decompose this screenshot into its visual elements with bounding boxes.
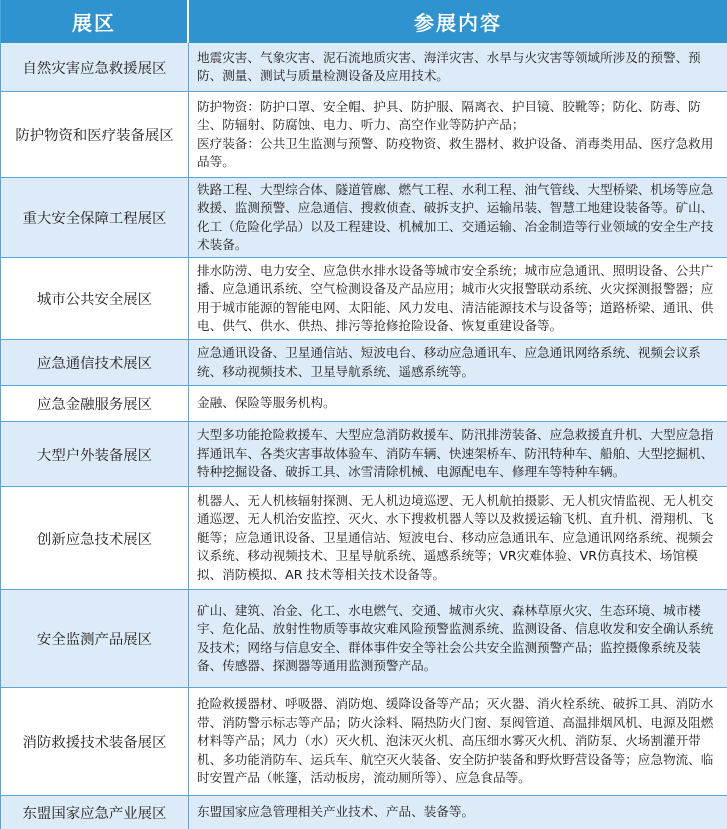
zone-name: 防护物资和医疗装备展区 (1, 92, 189, 177)
zone-name: 消防救援技术装备展区 (1, 688, 189, 795)
table-row (1, 487, 727, 590)
table-row (1, 258, 727, 340)
table-row (1, 796, 727, 829)
table-row (1, 178, 727, 258)
zone-name: 应急金融服务展区 (1, 386, 189, 421)
zone-content: 大型多功能抢险救援车、大型应急消防救援车、防汛排涝装备、应急救援直升机、大型应急指挥通讯车、各类灾害事故体验车、消防车辆、快速架桥车、防汛特种车、船舶、大型挖掘机、特种挖掘设备、破拆工具、冰雪清除机械、电源配电车、修理车等特种车辆。 (197, 427, 714, 480)
table-row (1, 386, 727, 422)
zone-content: 金融、保险等服务机构。 (197, 395, 336, 411)
zone-name: 应急通信技术展区 (1, 340, 189, 385)
header-zone: 展区 (1, 0, 189, 43)
table-row (1, 590, 727, 688)
zone-content: 矿山、建筑、冶金、化工、水电燃气、交通、城市火灾、森林草原火灾、生态环境、城市楼宇、危化品、放射性物质等事故灾难风险预警监测系统、监测设备、信息收发和安全确认系统及技术；网络与信息安全、群体事件安全等社会公共安全监测预警产品；监控摄像系统及装备、传感器、探测器等通用监测预警产品。 (197, 602, 714, 673)
zone-content: 排水防涝、电力安全、应急供水排水设备等城市安全系统；城市应急通讯、照明设备、公共广播、应急通讯系统、空气检测设备及产品应用；城市火灾报警联动系统、火灾探测报警器；应用于城市能源的智能电网、太阳能、风力发电、清洁能源技术与设备等；道路桥梁、通讯、供电、供气、供水、供热、排污等抢修抢险设备、恢复重建设备等。 (197, 262, 714, 333)
zone-name: 重大安全保障工程展区 (1, 178, 189, 257)
zone-content: 抢险救援器材、呼吸器、消防炮、缓降设备等产品；灭火器、消火栓系统、破拆工具、消防水带、消防警示标志等产品；防火涂料、隔热防火门窗、泵阀管道、高温排烟风机、电源及阻燃材料等产品；风力（水）灭火机、泡沫灭火机、高压细水雾灭火机、消防泵、火场割灌开带机、多功能消防车、运兵车、航空灭火装备、安全防护装备和野炊野营设备等；应急物流、临时安置产品（帐篷，活动板房，流动厕所等）、应急食品等。 (197, 696, 714, 786)
table-header (1, 0, 727, 43)
table-row (1, 422, 727, 487)
zone-content: 铁路工程、大型综合体、隧道管廊、燃气工程、水利工程、油气管线、大型桥梁、机场等应急救援、监测预警、应急通信、搜救侦查、破拆支护、运输吊装、智慧工地建设装备等。矿山、化工（危险化学品）以及工程建设、机械加工、交通运输、冶金制造等行业领域的安全生产技术装备。 (197, 181, 714, 252)
zone-name: 城市公共安全展区 (1, 258, 189, 339)
zone-name: 创新应急技术展区 (1, 487, 189, 589)
table-row (1, 688, 727, 796)
zone-name: 东盟国家应急产业展区 (1, 796, 189, 829)
zone-content: 应急通讯设备、卫星通信站、短波电台、移动应急通讯车、应急通讯网络系统、视频会议系统、移动视频技术、卫星导航系统、遥感系统等。 (197, 345, 701, 379)
zone-name: 安全监测产品展区 (1, 590, 189, 687)
zone-content: 地震灾害、气象灾害、泥石流地质灾害、海洋灾害、水旱与火灾害等领域所涉及的预警、预防、测量、测试与质量检测设备及应用技术。 (197, 49, 701, 83)
zone-content: 东盟国家应急管理相关产业技术、产品、装备等。 (197, 804, 475, 820)
zone-name: 大型户外装备展区 (1, 422, 189, 486)
table-row (1, 340, 727, 386)
table-row (1, 92, 727, 178)
header-content: 参展内容 (414, 11, 502, 35)
zone-content: 防护物资：防护口罩、安全帽、护具、防护服、隔离衣、护目镜、胶靴等；防化、防毒、防尘、防辐射、防腐蚀、电力、听力、高空作业等防护产品； 医疗装备：公共卫生监测与预警、防疫物资、救生器材、救护设备、消毒类用品、医疗急救用品等。 (197, 98, 714, 169)
zone-content: 机器人、无人机核辐射探测、无人机边境巡逻、无人机航拍摄影、无人机灾情监视、无人机交通巡逻、无人机治安监控、灭火、水下搜救机器人等以及救援运输飞机、直升机、滑翔机、飞艇等；应急通讯设备、卫星通信站、短波电台、移动应急通讯车、应急通讯网络系统、视频会议系统、移动视频技术、卫星导航系统、遥感系统等；VR灾难体验、VR仿真技术、场馆模拟、消防模拟、AR 技术等相关技术设备等。 (197, 492, 714, 582)
table-row (1, 43, 727, 92)
zone-name: 自然灾害应急救援展区 (1, 43, 189, 91)
